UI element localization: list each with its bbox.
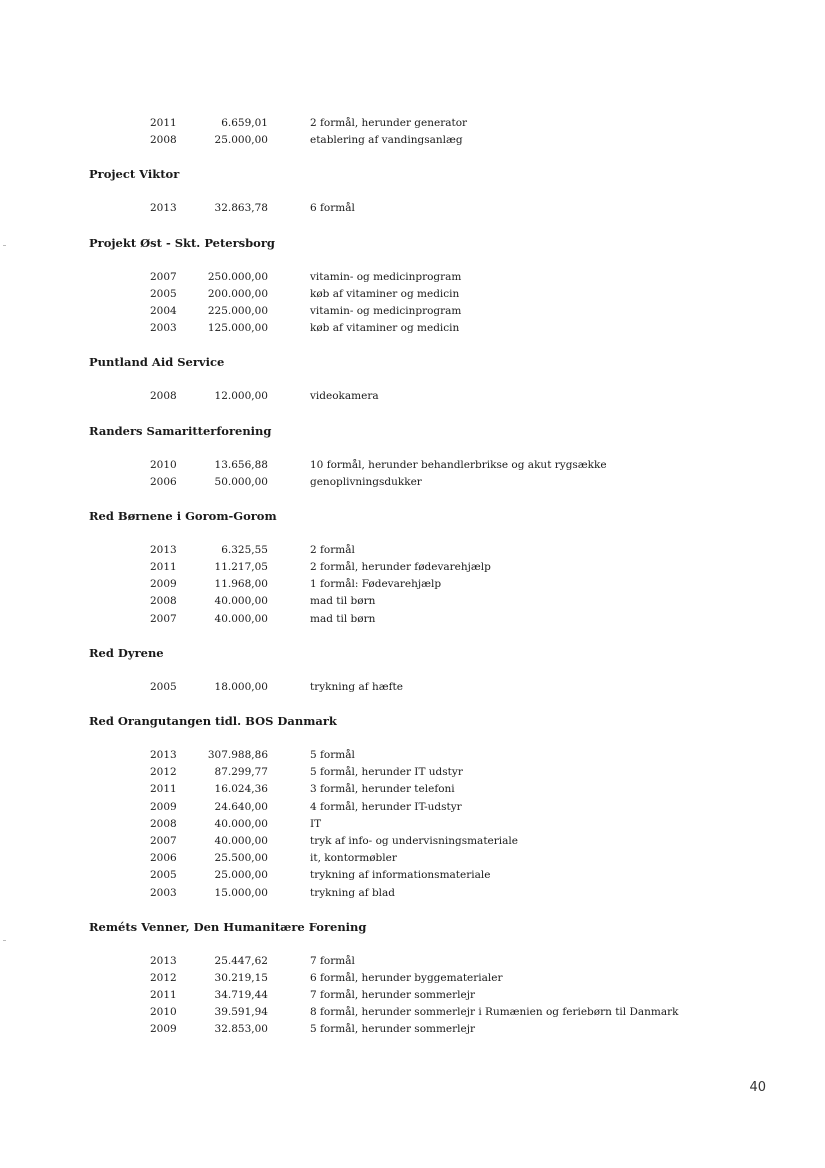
grant-year: 2008 [150, 390, 177, 403]
organization-name: Puntland Aid Service [89, 355, 225, 370]
page-number: 40 [749, 1080, 766, 1095]
grant-amount: 40.000,00 [214, 595, 268, 608]
grant-amount: 250.000,00 [207, 270, 268, 283]
grant-purpose: 5 formål, herunder sommerlejr [310, 1023, 476, 1036]
grant-amount: 25.000,00 [214, 134, 268, 147]
grant-row [0, 593, 825, 610]
grant-year: 2007 [150, 834, 177, 847]
grant-year: 2008 [150, 817, 177, 830]
organization-block [0, 166, 825, 217]
grant-purpose: it, kontormøbler [310, 852, 397, 865]
grant-year: 2013 [150, 954, 177, 967]
organization-block [0, 423, 825, 491]
grant-amount: 34.719,44 [214, 989, 268, 1002]
grant-purpose: genoplivningsdukker [310, 475, 422, 488]
grant-purpose: 8 formål, herunder sommerlejr i Rumænien og feriebørn til Danmark [310, 1006, 679, 1019]
grant-amount: 16.024,36 [214, 783, 268, 796]
grant-purpose: vitamin- og medicinprogram [310, 304, 462, 317]
grant-purpose: 6 formål [310, 202, 355, 215]
grant-row [0, 953, 825, 970]
grant-row [0, 833, 825, 850]
grant-year: 2003 [150, 322, 177, 335]
grant-amount: 50.000,00 [214, 475, 268, 488]
organization-name: Project Viktor [89, 167, 180, 182]
grant-list [0, 115, 825, 1039]
grant-year: 2006 [150, 475, 177, 488]
grant-row [0, 970, 825, 987]
grant-amount: 200.000,00 [207, 287, 268, 300]
grant-purpose: vitamin- og medicinprogram [310, 270, 462, 283]
grant-year: 2003 [150, 886, 177, 899]
grant-purpose: 3 formål, herunder telefoni [310, 783, 455, 796]
grant-amount: 125.000,00 [207, 322, 268, 335]
leading-rows [0, 115, 825, 149]
grant-row [0, 679, 825, 696]
grant-purpose: IT [310, 817, 322, 830]
organization-name: Red Orangutangen tidl. BOS Danmark [89, 714, 337, 728]
grant-amount: 24.640,00 [214, 800, 268, 813]
grant-year: 2005 [150, 287, 177, 300]
grant-amount: 30.219,15 [214, 971, 268, 984]
grant-year: 2011 [150, 783, 177, 796]
grant-purpose: 6 formål, herunder byggematerialer [310, 971, 503, 984]
grant-purpose: mad til børn [310, 595, 376, 608]
grant-year: 2010 [150, 458, 177, 471]
grant-row [0, 781, 825, 798]
grant-row [0, 115, 825, 132]
grant-amount: 18.000,00 [214, 680, 268, 693]
grant-purpose: køb af vitaminer og medicin [310, 287, 460, 300]
organization-block [0, 645, 825, 696]
organization-name: Red Børnene i Gorom-Gorom [89, 508, 277, 523]
grant-year: 2008 [150, 595, 177, 608]
grant-row [0, 850, 825, 867]
organization-block [0, 508, 825, 628]
grant-row [0, 286, 825, 303]
grant-amount: 40.000,00 [214, 817, 268, 830]
grant-year: 2007 [150, 612, 177, 625]
grant-purpose: køb af vitaminer og medicin [310, 322, 460, 335]
grant-amount: 13.656,88 [214, 458, 268, 471]
grant-purpose: 4 formål, herunder IT-udstyr [310, 800, 462, 813]
grant-row [0, 987, 825, 1004]
grant-row [0, 320, 825, 337]
grant-amount: 25.447,62 [214, 954, 268, 967]
grant-row [0, 885, 825, 902]
grant-purpose: trykning af hæfte [310, 680, 403, 693]
organization-block [0, 713, 825, 902]
grant-amount: 40.000,00 [214, 612, 268, 625]
grant-amount: 40.000,00 [214, 834, 268, 847]
grant-year: 2011 [150, 989, 177, 1002]
grant-year: 2009 [150, 800, 177, 813]
grant-year: 2009 [150, 578, 177, 591]
grant-row [0, 542, 825, 559]
grant-amount: 39.591,94 [214, 1006, 268, 1019]
grant-amount: 11.968,00 [214, 578, 268, 591]
grant-amount: 15.000,00 [214, 886, 268, 899]
grant-amount: 12.000,00 [214, 390, 268, 403]
grant-row [0, 1021, 825, 1038]
grant-amount: 307.988,86 [207, 749, 268, 761]
grant-year: 2005 [150, 869, 177, 882]
grant-year: 2013 [150, 749, 177, 761]
grant-year: 2008 [150, 134, 177, 147]
grant-row [0, 867, 825, 884]
grant-year: 2007 [150, 270, 177, 283]
grant-row [0, 559, 825, 576]
grant-year: 2012 [150, 766, 177, 779]
grant-purpose: etablering af vandingsanlæg [310, 134, 463, 147]
grant-year: 2006 [150, 852, 177, 865]
grant-purpose: tryk af info- og undervisningsmateriale [310, 834, 518, 847]
grant-row [0, 611, 825, 628]
organization-block [0, 235, 825, 338]
grant-amount: 87.299,77 [214, 766, 268, 779]
grant-row [0, 132, 825, 149]
grant-year: 2011 [150, 117, 177, 129]
organization-name: Randers Samaritterforening [89, 423, 272, 438]
grant-purpose: 10 formål, herunder behandlerbrikse og akut rygsække [310, 458, 607, 471]
grant-purpose: 2 formål, herunder fødevarehjælp [310, 561, 491, 574]
grant-amount: 6.659,01 [221, 117, 268, 129]
grant-year: 2011 [150, 561, 177, 574]
grant-row [0, 474, 825, 491]
organization-name: Projekt Øst - Skt. Petersborg [89, 235, 275, 250]
grant-year: 2005 [150, 680, 177, 693]
grant-purpose: 2 formål [310, 543, 355, 556]
grant-row [0, 799, 825, 816]
grant-amount: 225.000,00 [207, 304, 268, 317]
grant-row [0, 388, 825, 405]
grant-amount: 25.500,00 [214, 852, 268, 865]
grant-amount: 32.863,78 [214, 202, 268, 215]
grant-purpose: 1 formål: Fødevarehjælp [310, 578, 442, 591]
grant-amount: 32.853,00 [214, 1023, 268, 1036]
organization-name: Reméts Venner, Den Humanitære Forening [89, 919, 367, 934]
grant-row [0, 200, 825, 217]
grant-amount: 6.325,55 [221, 543, 268, 556]
grant-row [0, 764, 825, 781]
grant-purpose: mad til børn [310, 612, 376, 625]
grant-year: 2010 [150, 1006, 177, 1019]
grant-purpose: videokamera [310, 390, 379, 403]
grant-purpose: trykning af informationsmateriale [310, 869, 491, 882]
organization-block [0, 354, 825, 405]
grant-year: 2009 [150, 1023, 177, 1036]
grant-row [0, 816, 825, 833]
grant-purpose: 5 formål [310, 749, 355, 761]
grant-amount: 11.217,05 [214, 561, 268, 574]
grant-year: 2012 [150, 971, 177, 984]
grant-row [0, 1004, 825, 1021]
grant-row [0, 303, 825, 320]
grant-purpose: 7 formål, herunder sommerlejr [310, 989, 476, 1002]
grant-purpose: trykning af blad [310, 886, 396, 899]
grant-row [0, 576, 825, 593]
grant-row [0, 747, 825, 764]
organization-block [0, 919, 825, 1039]
grant-purpose: 2 formål, herunder generator [310, 117, 468, 129]
grant-year: 2013 [150, 543, 177, 556]
grant-year: 2004 [150, 304, 177, 317]
grant-row [0, 269, 825, 286]
grant-purpose: 7 formål [310, 954, 355, 967]
organization-name: Red Dyrene [89, 645, 164, 660]
grant-purpose: 5 formål, herunder IT udstyr [310, 766, 463, 779]
grant-year: 2013 [150, 202, 177, 215]
grant-row [0, 457, 825, 474]
grant-amount: 25.000,00 [214, 869, 268, 882]
